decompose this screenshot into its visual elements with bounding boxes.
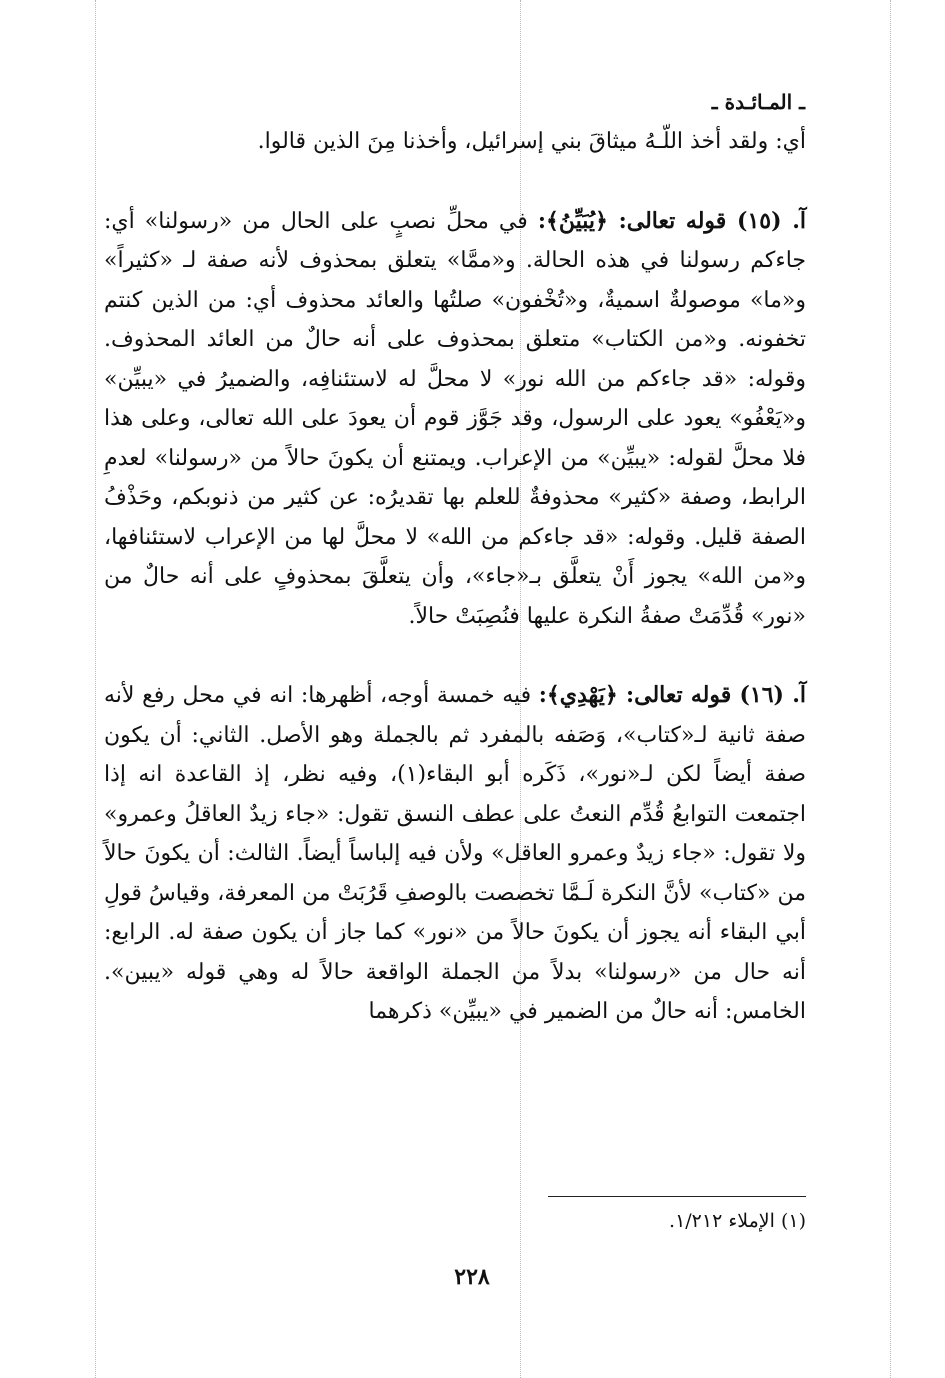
paragraph-text: أي: ولقد أخذ اللّـهُ ميثاقَ بني إسرائيل، وأخذنا مِنَ الذين قالوا. [257, 129, 806, 154]
paragraph-verse-15 [104, 202, 806, 637]
scan-artifact-line [890, 0, 891, 1378]
paragraph-text: فيه خمسة أوجه، أظهرها: انه في محل رفع لأنه صفة ثانية لـ«كتاب»، وَصَفه بالمفرد ثم بالجملة وهو الأصل. الثاني: أن يكون صفة أيضاً لكن لـ«نور»، ذَكَره أبو البقاء(١)، وفيه نظر، إذ القاعدة انه إذا اجتمعت التوابعُ قُدِّم النعتُ على عطف النسق تقول: «جاء زيدٌ العاقلُ وعمرو» ولا تقول: «جاء زيدٌ وعمرو العاقل» ولأن فيه إلباساً أيضاً. الثالث: أن يكونَ حالاً من «كتاب» لأنَّ النكرة لَـمَّا تخصصت بالوصفِ قَرُبَتْ من المعرفة، وقياسُ قولِ أبي البقاء أنه يجوز أن يكونَ حالاً من «نور» كما جاز أن يكون صفة له. الرابع: أنه حال من «رسولنا» بدلاً من الجملة الواقعة حالاً له وهي قوله «يبين». الخامس: أنه حالٌ من الضمير في «يبيِّن» ذكرهما [104, 683, 806, 1024]
body-text [104, 122, 806, 1032]
paragraph-intro [104, 122, 806, 162]
paragraph-gap [104, 636, 806, 676]
verse-heading: آ. (١٦) قوله تعالى: ﴿يَهْدِي﴾: [538, 682, 806, 708]
scan-artifact-line [95, 0, 96, 1378]
footnote-separator [548, 1196, 806, 1197]
paragraph-verse-16 [104, 676, 806, 1032]
paragraph-text: في محلِّ نصبٍ على الحال من «رسولنا» أي: جاءكم رسولنا في هذه الحالة. و«ممَّا» يتعلق بمحذوف لأنه صفة لـ «كثيراً» و«ما» موصولةٌ اسميةٌ، و«تُخْفون» صلتُها والعائد محذوف أي: من الذين كنتم تخفونه. و«من الكتاب» متعلق بمحذوف على أنه حالٌ من العائد المحذوف. وقوله: «قد جاءكم من الله نور» لا محلَّ له لاستئنافِه، والضميرُ في «يبيِّن» و«يَعْفُو» يعود على الرسول، وقد جَوَّز قوم أن يعودَ على الله تعالى، وعلى هذا فلا محلَّ لقوله: «يبيِّن» من الإعراب. ويمتنع أن يكونَ حالاً من «رسولنا» لعدمِ الرابط، وصفة «كثير» محذوفةٌ للعلم بها تقديرُه: عن كثير من ذنوبكم، وحَذْفُ الصفة قليل. وقوله: «قد جاءكم من الله» لا محلَّ لها من الإعراب لاستئنافها، و«من الله» يجوز أَنْ يتعلَّق بـ«جاء»، وأن يتعلَّقَ بمحذوفٍ على أنه حالٌ من «نور» قُدِّمَتْ صفةُ النكرة عليها فنُصِبَتْ حالاً. [104, 208, 806, 629]
paragraph-gap [104, 162, 806, 202]
footnote: (١) الإملاء ١/٢١٢. [669, 1210, 806, 1232]
running-head: ـ المـائـدة ـ [711, 90, 805, 114]
verse-heading: آ. (١٥) قوله تعالى: ﴿يُبَيِّنُ﴾: [537, 207, 806, 234]
page-number: ٢٢٨ [454, 1264, 490, 1290]
